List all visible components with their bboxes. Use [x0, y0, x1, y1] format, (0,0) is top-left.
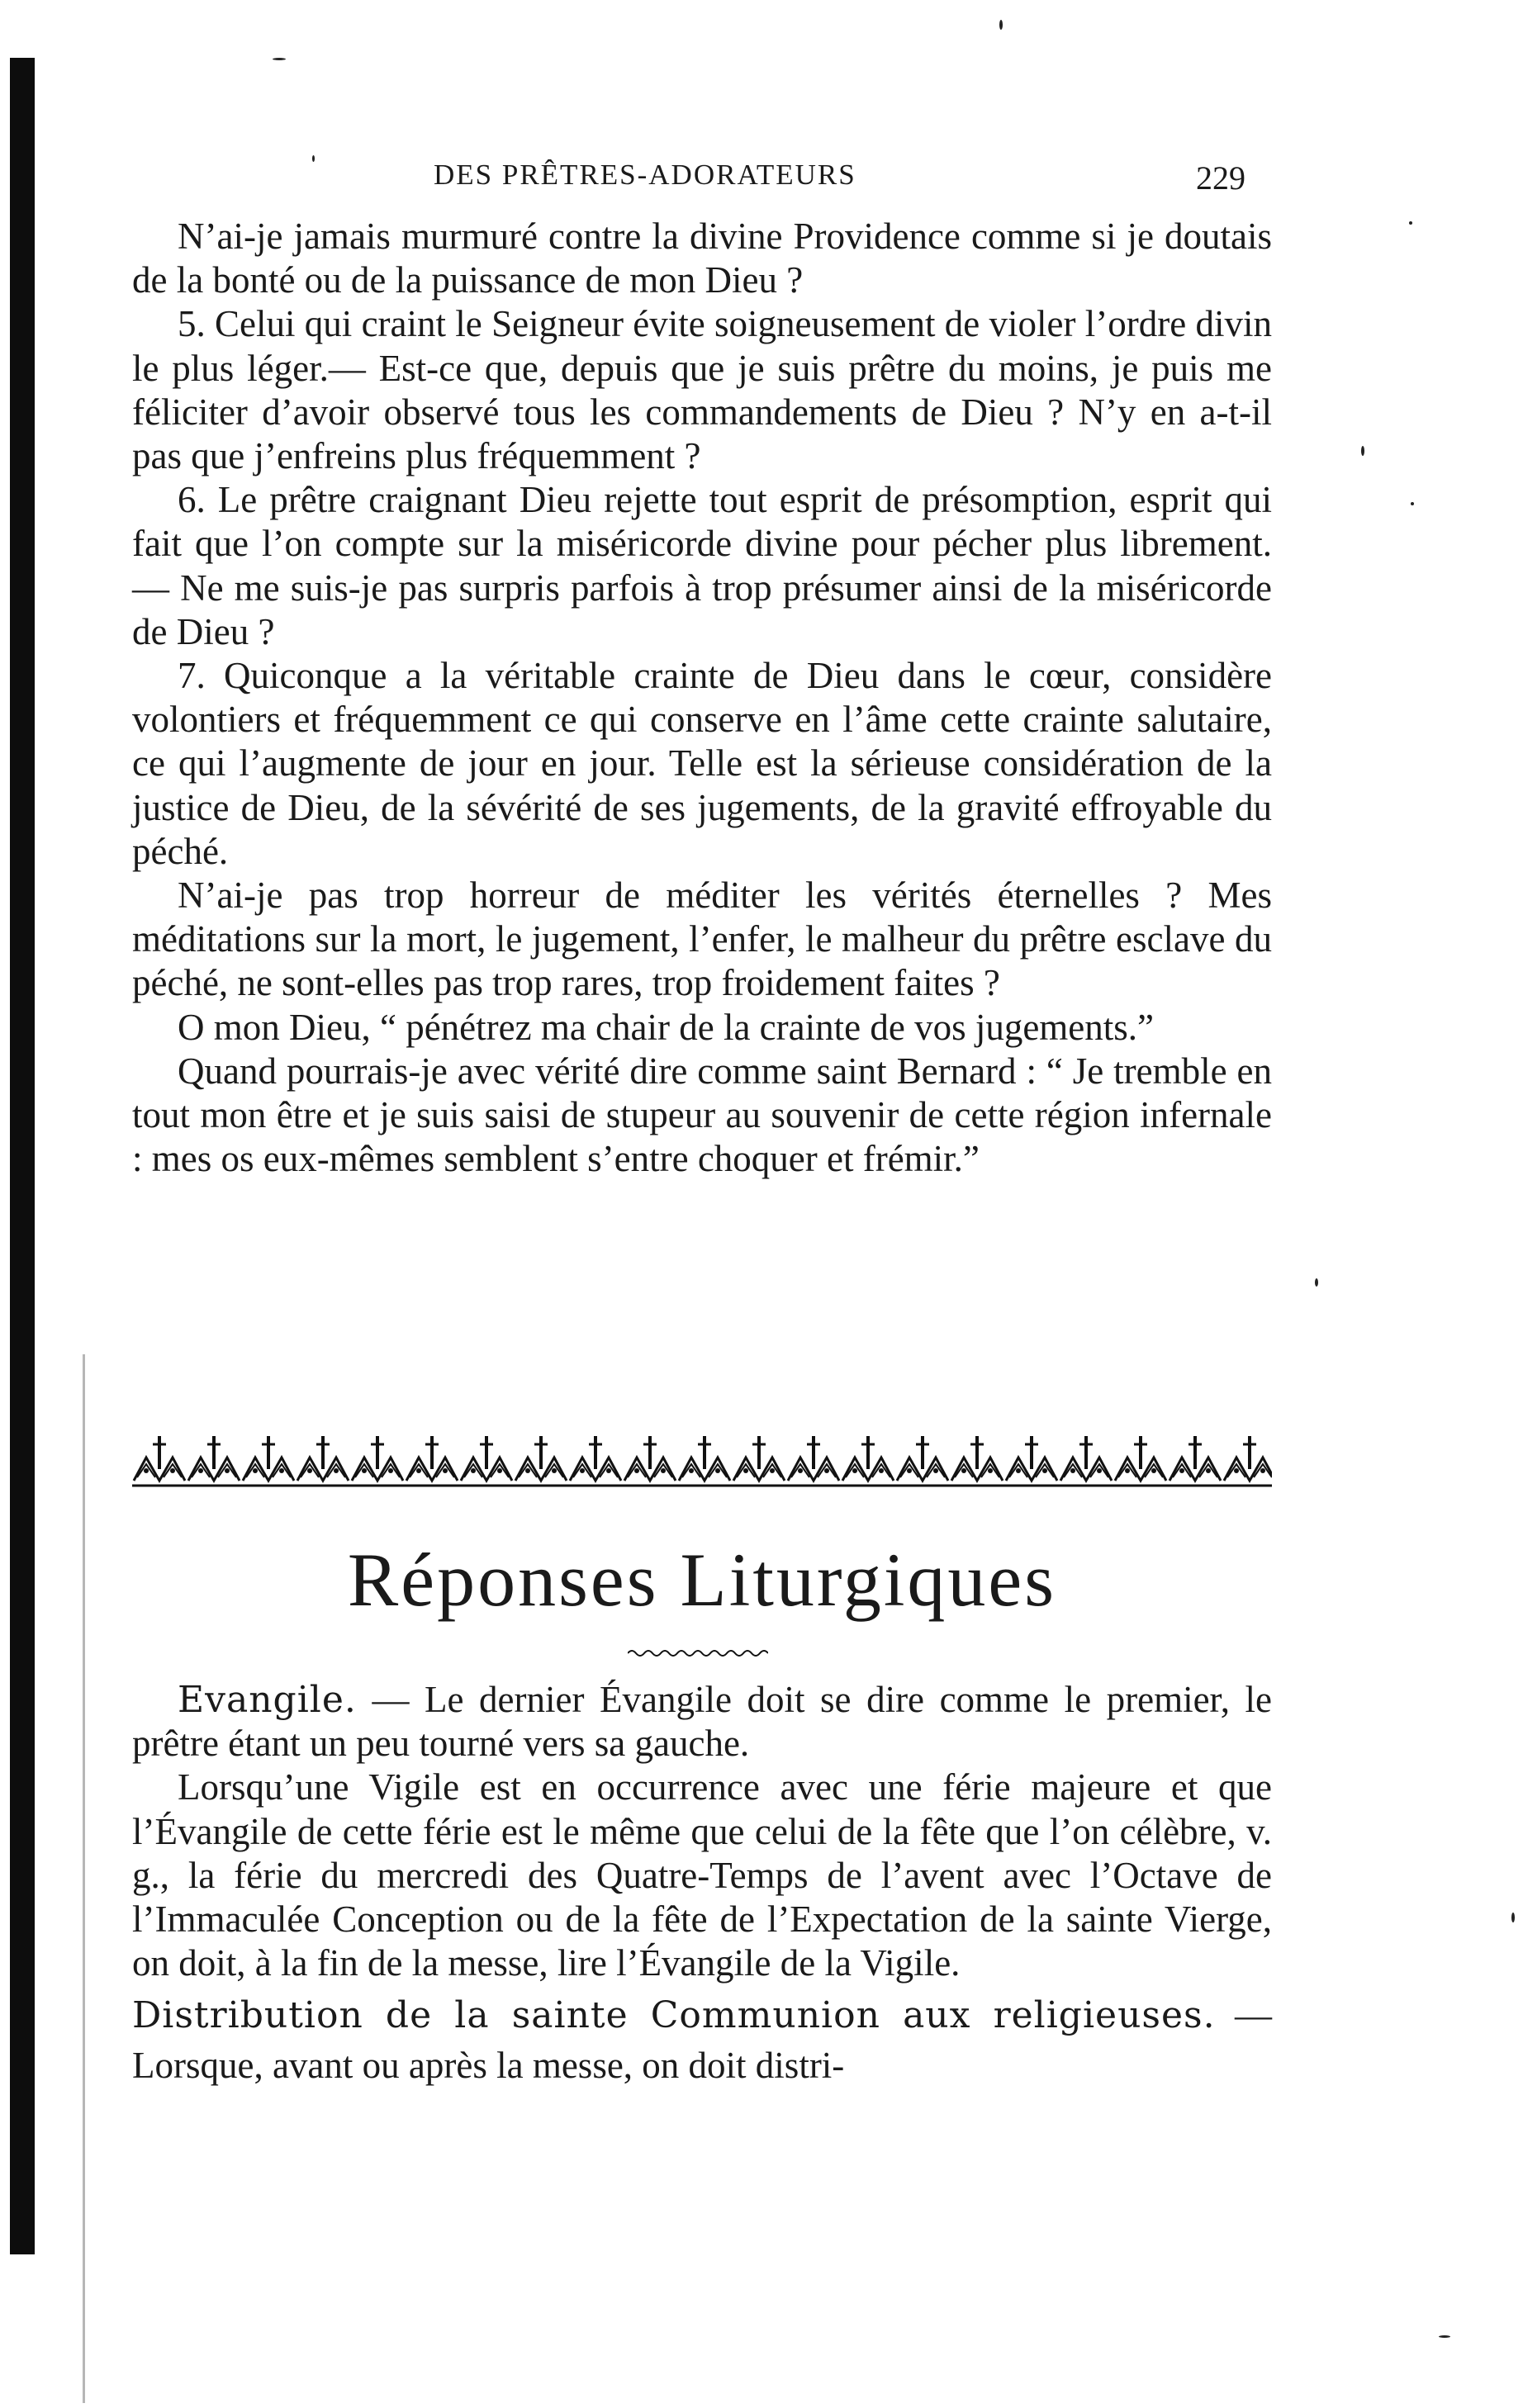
ink-speck: [1361, 446, 1364, 456]
paragraph: 5. Celui qui craint le Seigneur évite soigneusement de violer l’ordre divin le plus léger.— Est-ce que, depuis que je suis prêtre du moins, je puis me féliciter d’avoir observé tous les commandements de Dieu ? N’y en a-t-il pas que j’enfreins plus fréquemment ?: [132, 303, 1272, 477]
paragraph: 7. Quiconque a la véritable crainte de Dieu dans le cœur, considère volontiers et fréquemment ce qui conserve en l’âme cette crainte salutaire, ce qui l’augmente de jour en jour. Telle est la sérieuse considération de la justice de Dieu, de la sévérité de ses jugements, de la gravité effroyable du péché.: [132, 655, 1272, 872]
liturgical-responses: [132, 1678, 1272, 2090]
page-number: 229: [1196, 159, 1245, 197]
ink-speck: [1511, 1913, 1515, 1922]
evangile-keyword: Evangile.: [178, 1679, 357, 1721]
distribution-keyword: Distribution de la sainte Communion aux religieuses.: [132, 1994, 1216, 2037]
paragraph: Quand pourrais-je avec vérité dire comme saint Bernard : “ Je tremble en tout mon être et je suis saisi de stupeur au souvenir de cette région infernale : mes os eux-mêmes semblent s’entre choquer et frémir.”: [132, 1050, 1272, 1180]
paragraph: N’ai-je jamais murmuré contre la divine Providence comme si je doutais de la bonté ou de la puissance de mon Dieu ?: [132, 216, 1272, 301]
ink-speck: [273, 58, 286, 60]
ink-speck: [1315, 1278, 1318, 1287]
paragraph: 6. Le prêtre craignant Dieu rejette tout esprit de présomption, esprit qui fait que l’on compte sur la miséricorde divine pour pécher plus librement. — Ne me suis-je pas surpris parfois à trop présumer ainsi de la miséricorde de Dieu ?: [132, 479, 1272, 652]
paragraph: N’ai-je pas trop horreur de méditer les vérités éternelles ? Mes méditations sur la mort, le jugement, l’enfer, le malheur du prêtre esclave du péché, ne sont-elles pas trop rares, trop froidement faites ?: [132, 875, 1272, 1004]
running-header: [132, 159, 1288, 201]
ink-speck: [999, 20, 1003, 30]
decorative-border: [132, 1433, 1272, 1491]
evangile-text: — Le dernier Évangile doit se dire comme le premier, le prêtre étant un peu tourné vers sa gauche.: [132, 1679, 1273, 1765]
distribution-text: — Lorsque, avant ou après la messe, on doit distri-: [132, 1994, 1272, 2087]
ink-speck: [1439, 2335, 1450, 2338]
vigile-paragraph: Lorsqu’une Vigile est en occurrence avec une férie majeure et que l’Évangile de cette férie est le même que celui de la fête que l’on célèbre, v. g., la férie du mercredi des Quatre-Temps de l’avent avec l’Octave de l’Immaculée Conception ou de la fête de l’Expectation de la sainte Vierge, on doit, à la fin de la messe, lire l’Évangile de la Vigile.: [132, 1766, 1272, 1984]
ink-speck: [1411, 502, 1414, 505]
heading-rule: [628, 1647, 768, 1659]
binding-line: [83, 1354, 85, 2403]
examination-text: [132, 215, 1272, 1181]
book-spine-shadow: [10, 58, 35, 2254]
paragraph: O mon Dieu, “ pénétrez ma chair de la crainte de vos jugements.”: [178, 1006, 1155, 1048]
running-title: DES PRÊTRES-ADORATEURS: [434, 159, 856, 191]
distribution-paragraph: [132, 1990, 1272, 2090]
section-heading: Réponses Liturgiques: [347, 1538, 1057, 1622]
ink-speck: [1409, 221, 1412, 225]
evangile-paragraph: [132, 1678, 1272, 1766]
